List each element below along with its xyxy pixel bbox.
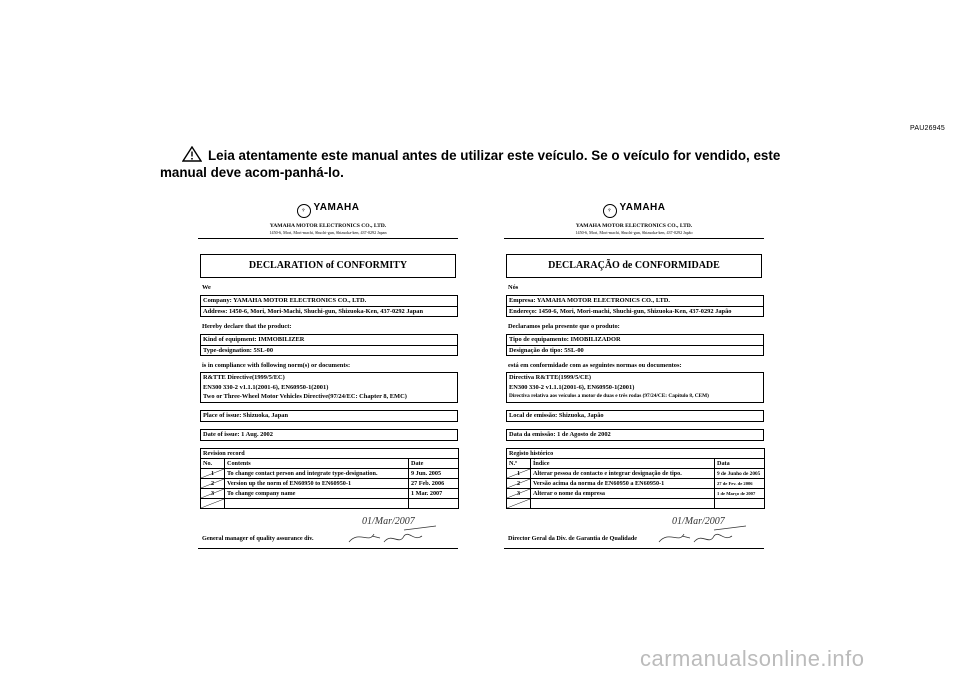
date-box bbox=[200, 429, 458, 441]
signatory-title: Director Geral da Div. de Garantia de Qualidade bbox=[508, 535, 638, 542]
norms-box bbox=[200, 372, 458, 403]
compliance-label: is in compliance with following norm(s) or documents: bbox=[202, 362, 351, 369]
address-line: Address: 1450-6, Mori, Mori-Machi, Shuchi-gun, Shizuoka-Ken, 437-0292 Japan bbox=[201, 306, 457, 317]
norm-item: Directiva R&TTE(1999/5/CE) bbox=[509, 374, 592, 381]
row-date: 1 Mar. 2007 bbox=[409, 489, 459, 499]
company-line: Company: YAMAHA MOTOR ELECTRONICS CO., LTD. bbox=[203, 297, 367, 304]
table-row bbox=[507, 479, 765, 489]
we-label: We bbox=[202, 284, 211, 291]
norm-item: R&TTE Directive(1999/5/EC) bbox=[203, 374, 285, 381]
date-of-issue: Date of issue: 1 Aug. 2002 bbox=[203, 431, 273, 438]
table-row bbox=[201, 479, 459, 489]
product-box bbox=[200, 334, 458, 356]
signature-line bbox=[198, 548, 458, 549]
company-line: Empresa: YAMAHA MOTOR ELECTRONICS CO., LTD. bbox=[509, 297, 670, 304]
row-number: 3 bbox=[507, 489, 531, 499]
row-contents: To change company name bbox=[225, 489, 409, 499]
yamaha-logo: ♆ YAMAHA bbox=[198, 202, 458, 218]
col-header: Data bbox=[715, 459, 765, 469]
revision-title: Registo histórico bbox=[507, 449, 765, 459]
we-label: Nós bbox=[508, 284, 519, 291]
row-date: 27 Feb. 2006 bbox=[409, 479, 459, 489]
address-line: Endereço: 1450-6, Mori, Mori-machi, Shuchi-gun, Shizuoka-Ken, 437-0292 Japão bbox=[507, 306, 763, 317]
revision-title: Revision record bbox=[201, 449, 459, 459]
divider bbox=[504, 238, 764, 239]
table-header-row bbox=[507, 459, 765, 469]
hereby-label: Declaramos pela presente que o produto: bbox=[508, 323, 620, 330]
row-contents: Alterar o nome da empresa bbox=[531, 489, 715, 499]
row-date: 27 de Fev. de 2006 bbox=[715, 479, 765, 489]
tuning-fork-icon: ♆ bbox=[603, 204, 617, 218]
row-number bbox=[507, 499, 531, 509]
norm-item: Two or Three-Wheel Motor Vehicles Directive(97/24/EC: Chapter 8, EMC) bbox=[203, 393, 407, 400]
row-date: 1 de Março de 2007 bbox=[715, 489, 765, 499]
col-header: Date bbox=[409, 459, 459, 469]
warning-text: Leia atentamente este manual antes de utilizar este veículo. Se o veículo for vendido, este manual deve acom-panhá-lo. bbox=[160, 148, 781, 180]
col-header: No. bbox=[201, 459, 225, 469]
norm-item: EN300 330-2 v1.1.1(2001-6), EN60950-1(2001) bbox=[509, 383, 635, 391]
table-row bbox=[201, 489, 459, 499]
watermark-link[interactable]: carmanualsonline.info bbox=[640, 646, 865, 671]
signature-date: 01/Mar/2007 bbox=[362, 516, 415, 527]
compliance-label: está em conformidade com as seguintes normas ou documentos: bbox=[508, 362, 682, 369]
row-number: 2 bbox=[507, 479, 531, 489]
company-box bbox=[200, 295, 458, 317]
place-box bbox=[506, 410, 764, 422]
place-box bbox=[200, 410, 458, 422]
signature-line bbox=[504, 548, 764, 549]
company-name: YAMAHA MOTOR ELECTRONICS CO., LTD. bbox=[269, 223, 387, 229]
declaration-english bbox=[198, 196, 458, 556]
company-address: 1450-6, Mori, Mori-machi, Shuchi-gun, Shizuoka-ken, 437-0292 Japão bbox=[575, 230, 693, 235]
declaration-title: DECLARAÇÃO de CONFORMIDADE bbox=[506, 254, 762, 278]
col-header: Índice bbox=[531, 459, 715, 469]
signature-date: 01/Mar/2007 bbox=[672, 516, 725, 527]
row-date bbox=[409, 499, 459, 509]
signature-image bbox=[344, 512, 444, 548]
norm-item: Directiva relativa aos veículos a motor de duas e três rodas (97/24/CE: Capítulo 8, CEM) bbox=[509, 393, 709, 399]
tuning-fork-icon: ♆ bbox=[297, 204, 311, 218]
type-designation: Designação do tipo: 5SL-00 bbox=[507, 345, 763, 356]
date-box bbox=[506, 429, 764, 441]
row-number: 1 bbox=[201, 469, 225, 479]
row-date bbox=[715, 499, 765, 509]
company-address: 1450-6, Mori, Mori-machi, Shuchi-gun, Shizuoka-ken, 437-0292 Japan bbox=[269, 230, 387, 235]
table-row bbox=[507, 469, 765, 479]
date-of-issue: Data da emissão: 1 de Agosto de 2002 bbox=[509, 431, 611, 438]
norm-item: EN300 330-2 v1.1.1(2001-6), EN60950-1(2001) bbox=[203, 383, 329, 391]
company-box bbox=[506, 295, 764, 317]
row-number: 3 bbox=[201, 489, 225, 499]
row-number: 1 bbox=[507, 469, 531, 479]
row-number bbox=[201, 499, 225, 509]
table-row bbox=[507, 489, 765, 499]
revision-table bbox=[506, 448, 765, 509]
signatory-title: General manager of quality assurance div. bbox=[202, 535, 314, 542]
equipment-kind: Tipo de equipamento: IMOBILIZADOR bbox=[509, 336, 621, 343]
page-code: PAU26945 bbox=[910, 125, 945, 132]
table-header-row bbox=[201, 459, 459, 469]
hereby-label: Hereby declare that the product: bbox=[202, 323, 292, 330]
col-header: Contents bbox=[225, 459, 409, 469]
declaration-title: DECLARATION of CONFORMITY bbox=[200, 254, 456, 278]
warning-triangle-icon bbox=[182, 146, 202, 162]
row-contents: To change contact person and integrate type-designation. bbox=[225, 469, 409, 479]
type-designation: Type-designation: 5SL-00 bbox=[201, 345, 457, 356]
place-of-issue: Place of issue: Shizuoka, Japan bbox=[203, 412, 289, 419]
table-row bbox=[201, 469, 459, 479]
row-contents bbox=[225, 499, 409, 509]
product-box bbox=[506, 334, 764, 356]
table-row bbox=[507, 499, 765, 509]
declaration-portuguese bbox=[504, 196, 764, 556]
table-row bbox=[201, 499, 459, 509]
row-contents bbox=[531, 499, 715, 509]
col-header: N.º bbox=[507, 459, 531, 469]
company-name: YAMAHA MOTOR ELECTRONICS CO., LTD. bbox=[575, 223, 693, 229]
warning-notice bbox=[160, 146, 800, 181]
yamaha-logo: ♆ YAMAHA bbox=[504, 202, 764, 218]
equipment-kind: Kind of equipment: IMMOBILIZER bbox=[203, 336, 305, 343]
row-date: 9 de Junho de 2005 bbox=[715, 469, 765, 479]
divider bbox=[198, 238, 458, 239]
place-of-issue: Local de emissão: Shizuoka, Japão bbox=[509, 412, 604, 419]
revision-table bbox=[200, 448, 459, 509]
row-contents: Alterar pessoa de contacto e integrar designação de tipo. bbox=[531, 469, 715, 479]
row-contents: Versão acima da norma de EN60950 a EN60950-1 bbox=[531, 479, 715, 489]
signature-image bbox=[654, 512, 754, 548]
norms-box bbox=[506, 372, 764, 403]
row-number: 2 bbox=[201, 479, 225, 489]
row-date: 9 Jun. 2005 bbox=[409, 469, 459, 479]
row-contents: Version up the norm of EN60950 to EN60950-1 bbox=[225, 479, 409, 489]
